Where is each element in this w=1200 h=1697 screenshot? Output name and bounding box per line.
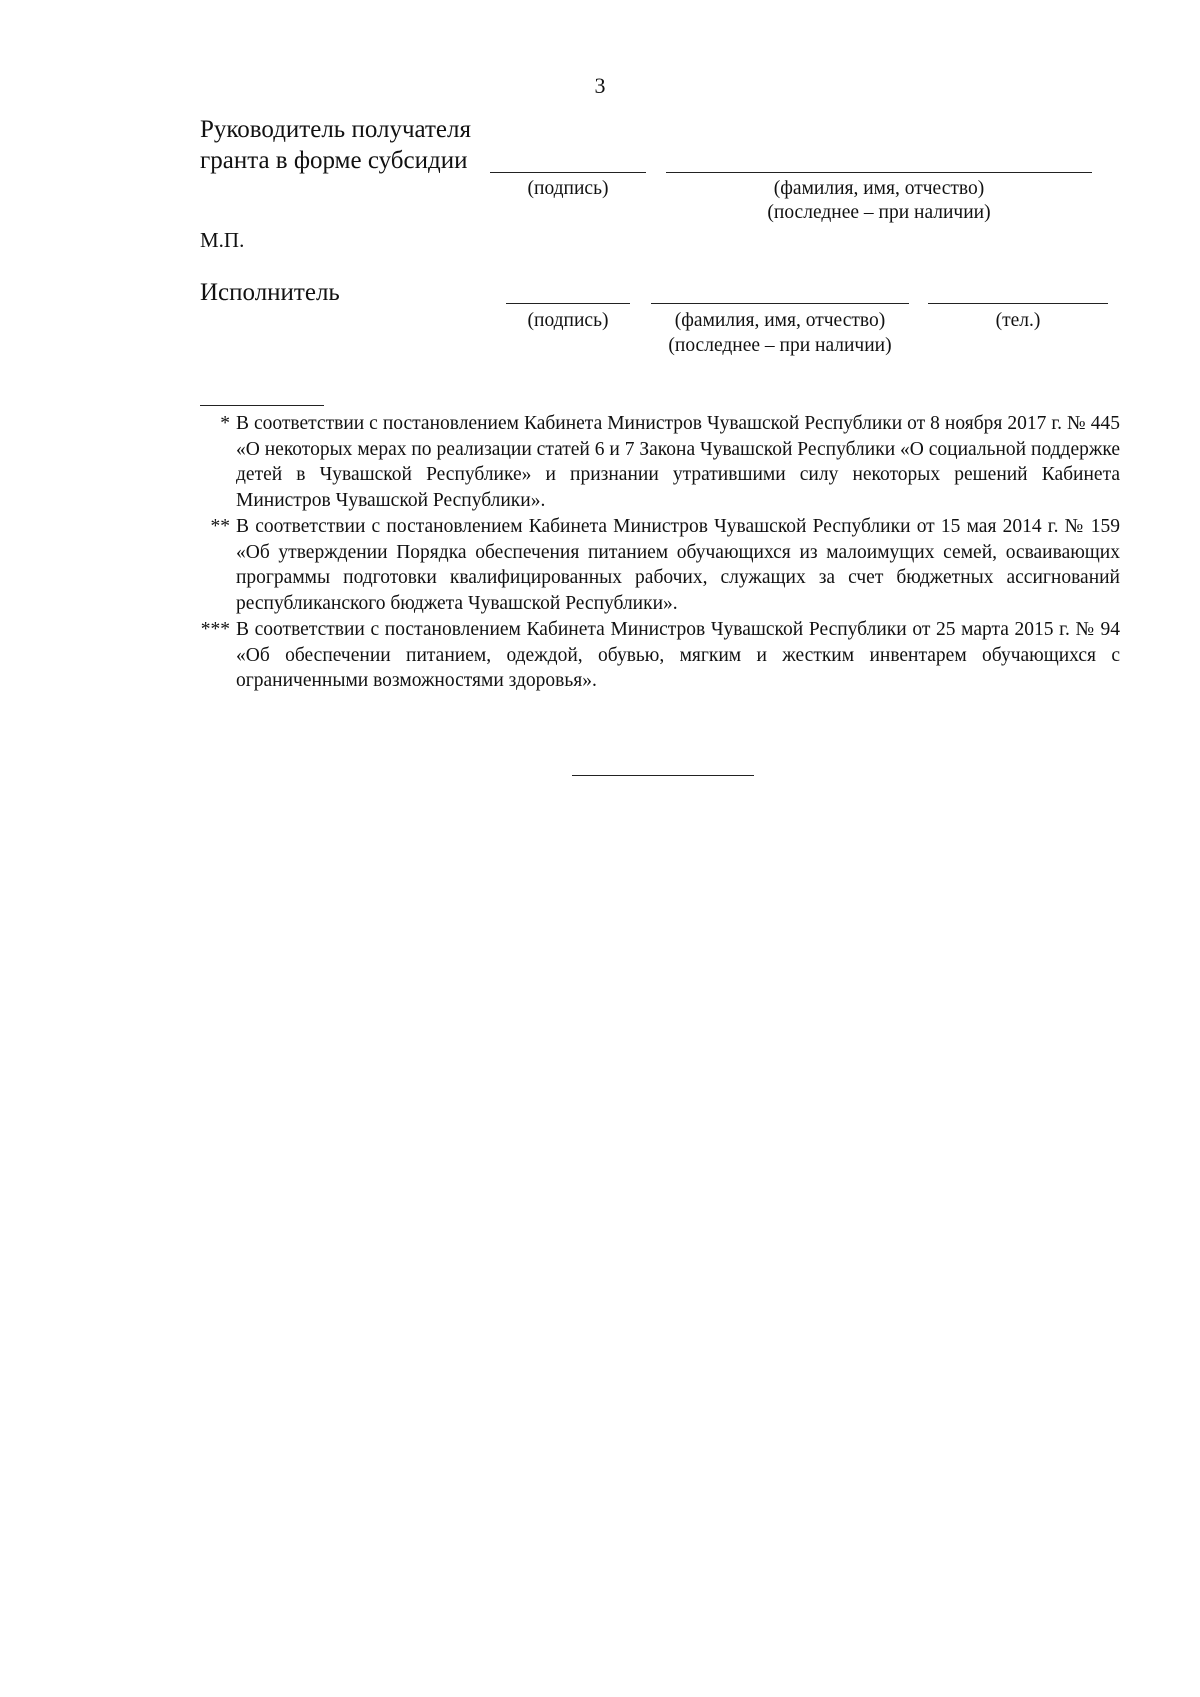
executor-signature-line (506, 303, 630, 304)
end-of-document-line (572, 775, 754, 776)
signatory-name-caption-line2: (последнее – при наличии) (767, 202, 991, 223)
signatory-name-line (666, 172, 1092, 173)
footnote-text: В соответствии с постановлением Кабинета Министров Чувашской Республики от 8 ноября 2017 г. № 445 «О некоторых мерах по реализации статей 6 и 7 Закона Чувашской Республики «О социальной поддержке детей в Чувашской Республике» и признании утратившими силу некоторых решений Кабинета Министров Чувашской Республики». (236, 413, 1120, 511)
signatory-title-line2: гранта в форме субсидии (200, 147, 468, 174)
executor-name-line (651, 303, 909, 304)
signatory-title-line1: Руководитель получателя (200, 116, 471, 143)
executor-phone-line (928, 303, 1108, 304)
footnote-3 (200, 617, 1120, 694)
executor-title: Исполнитель (200, 279, 340, 306)
executor-name-caption-line1: (фамилия, имя, отчество) (674, 310, 886, 331)
signatory-signature-caption: (подпись) (527, 178, 609, 199)
stamp-label: М.П. (200, 228, 245, 252)
executor-signature-caption: (подпись) (527, 310, 609, 331)
footnote-text: В соответствии с постановлением Кабинета Министров Чувашской Республики от 15 мая 2014 г. № 159 «Об утверждении Порядка обеспечения питанием обучающихся из малоимущих семей, осваивающих программы подготовки квалифицированных рабочих, служащих за счет бюджетных ассигнований республиканского бюджета Чувашской Республики». (236, 516, 1120, 614)
signatory-signature-line (490, 172, 646, 173)
footnote-1 (220, 411, 1120, 513)
footnote-2 (210, 514, 1120, 616)
executor-name-caption-line2: (последнее – при наличии) (668, 335, 892, 356)
footnote-separator (200, 405, 324, 406)
signatory-name-caption-line1: (фамилия, имя, отчество) (773, 178, 985, 199)
executor-phone-caption: (тел.) (995, 310, 1041, 331)
footnote-mark: *** (200, 619, 230, 640)
page-number: 3 (594, 73, 606, 98)
footnote-text: В соответствии с постановлением Кабинета Министров Чувашской Республики от 25 марта 2015 г. № 94 «Об обеспечении питанием, одеждой, обувью, мягким и жестким инвентарем обучающихся с ограниченными возможностями здоровья». (236, 619, 1120, 691)
footnote-mark: * (220, 413, 230, 434)
footnote-mark: ** (210, 516, 230, 537)
